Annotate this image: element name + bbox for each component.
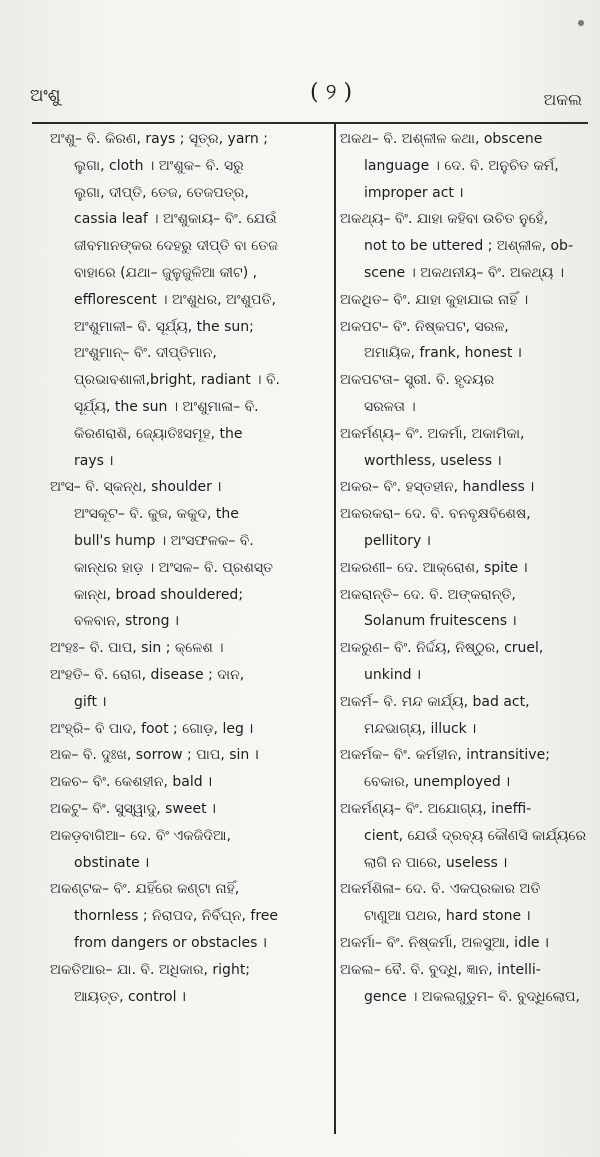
entry-line: ଲୁଗା, ଦୀପ୍ତି, ତେଜ, ତେଜପତ୍ର, — [74, 184, 249, 201]
entry-line: ଅଂଶୁମାନ୍– ବିଂ. ଦୀପ୍ତିମାନ, — [74, 345, 217, 362]
entry-line: unkind । — [364, 666, 422, 683]
page-header — [30, 80, 590, 116]
entry-line: ଅକରୁଣ– ବିଂ. ନିର୍ଦ୍ଦୟ, ନିଷ୍ଠୁର, cruel, — [340, 640, 544, 657]
entry-line: ଅକପଟତା– ସ୍ତ୍ରୀ. ବି. ହୃଦୟର — [340, 372, 495, 389]
entry-line: obstinate । — [74, 854, 150, 871]
entry-line: ଅଂହତି– ବି. ରୋଗ, disease ; ଦାନ, — [50, 666, 245, 683]
entry-line: pellitory । — [364, 532, 432, 549]
entry-line: cassia leaf । ଅଂଶୁକାୟ– ବିଂ. ଯେଉଁ — [74, 211, 277, 228]
entry-line: ଅକଥ୍ୟ– ବିଂ. ଯାହା କହିବା ଉଚିତ ନୁହେଁ, — [340, 211, 549, 228]
entry-line: ଅକରାନ୍ତି– ଦେ. ବି. ଅଙ୍କରାନ୍ତି, — [340, 586, 516, 603]
header-rule — [32, 122, 588, 124]
entry-line: ଟାଣୁଆ ପଥର, hard stone । — [364, 908, 531, 925]
entry-line: not to be uttered ; ଅଶ୍ଳୀଳ, ob- — [364, 238, 573, 255]
entry-line: scene । ଅକଥନୀୟ– ବିଂ. ଅକଥ୍ୟ । — [364, 264, 565, 281]
entry-line: ଅକର୍ମଶିଳା– ଦେ. ବି. ଏକପ୍ରକାର ଅତି — [340, 881, 541, 898]
entry-line: ଅକଥିତ– ବିଂ. ଯାହା କୁହାଯାଇ ନାହିଁ । — [340, 291, 529, 308]
entry-line: ଅକଣ୍ଟକ– ବିଂ. ଯହିଁରେ କଣ୍ଟା ନାହିଁ, — [50, 881, 240, 898]
entry-line: ବେକାର, unemployed । — [364, 774, 511, 791]
entry-line: ଅଂଶୁ– ବି. କିରଣ, rays ; ସୂତ୍ର, yarn ; — [50, 131, 268, 147]
entry-line: ବଳବାନ, strong । — [74, 613, 180, 630]
entry-line: rays । — [74, 452, 114, 469]
entry-line: ଅକର୍ମା– ବିଂ. ନିଷ୍କର୍ମା, ଅଳସୁଆ, idle । — [340, 934, 550, 951]
entry-line: worthless, useless । — [364, 452, 502, 469]
entry-line: ଅକର୍ମକ– ବିଂ. କର୍ମହୀନ, intransitive; — [340, 747, 550, 764]
entry-line: improper act । — [364, 184, 464, 201]
column-divider — [334, 124, 336, 1134]
entry-line: ଅଂସକୂଟ– ବି. କୁଜ, କକୁଦ, the — [74, 506, 239, 523]
entry-line: ସୂର୍ଯ୍ୟ, the sun । ଅଂଶୁମାଳା– ବି. — [74, 398, 259, 415]
entry-line: ଅକର– ବିଂ. ହସ୍ତହୀନ, handless । — [340, 479, 535, 496]
entry-line: ଅକର୍ମଣ୍ୟ– ବିଂ. ଅଯୋଗ୍ୟ, ineffi- — [340, 800, 532, 817]
entry-line: ସରଳତା । — [364, 398, 416, 415]
entry-line: ବାହାରେ (ଯଥା– ଜୁଳୁଜୁଳିଆ କୀଟ) , — [74, 264, 258, 281]
entry-line: from dangers or obstacles । — [74, 934, 268, 951]
entry-line: ଅଂହ୍ରି– ବି ପାଦ, foot ; ଗୋଡ଼, leg । — [50, 720, 254, 737]
header-left-guideword: ଅଂଶୁ — [30, 86, 61, 106]
entry-line: ଅକର୍ମଣ୍ୟ– ବିଂ. ଅକର୍ମା, ଅକାମିକା, — [340, 425, 525, 442]
entry-line: efflorescent । ଅଂଶୁଧର, ଅଂଶୁପତି, — [74, 291, 276, 308]
entry-line: ଲାଗି ନ ପାରେ, useless । — [364, 854, 508, 871]
right-column — [340, 126, 590, 1010]
entry-line: language । ଦେ. ବି. ଅନୁଚିତ କର୍ମ, — [364, 157, 559, 174]
entry-line: ଅଂଶୁମାଳୀ– ବି. ସୂର୍ଯ୍ୟ, the sun; — [74, 318, 254, 335]
entry-line: କାନ୍ଧର ହାଡ଼ । ଅଂସଳ– ବି. ପ୍ରଶସ୍ତ — [74, 559, 274, 576]
entry-line: bull's hump । ଅଂସଫଳକ– ବି. — [74, 532, 254, 549]
entry-line: ଅମାୟିକ, frank, honest । — [364, 345, 523, 362]
entry-line: ଲୁଗା, cloth । ଅଂଶୁକ– ବି. ସରୁ — [74, 157, 244, 174]
entry-line: କିରଣରାଶି, ଜ୍ୟୋତିଃସମୂହ, the — [74, 425, 243, 442]
left-column — [50, 126, 330, 1010]
entry-line: ଅକଚ– ବିଂ. କେଶହୀନ, bald । — [50, 774, 213, 791]
entry-line: gift । — [74, 693, 107, 710]
entry-line: cient, ଯେଉଁ ଦ୍ରବ୍ୟ କୌଣସି କାର୍ଯ୍ୟରେ — [364, 827, 587, 844]
entry-line: ଅକଥ– ବି. ଅଶ୍ଳୀଳ କଥା, obscene — [340, 131, 543, 147]
entry-line: ଜୀବମାନଙ୍କର ଦେହରୁ ଦୀପ୍ତି ବା ତେଜ — [74, 238, 278, 255]
entry-line: ଅକଡ଼ବାଗିଆ– ଦେ. ବିଂ ଏକଜିଦିଆ, — [50, 827, 231, 844]
entry-line: thornless ; ନିରାପଦ, ନିର୍ବିଘ୍ନ, free — [74, 908, 278, 925]
header-right-guideword: ଅକଲ — [543, 90, 582, 109]
entry-line: ଅଂସ– ବି. ସ୍କନ୍ଧ, shoulder । — [50, 479, 222, 496]
entry-line: ଅକର୍ମ– ବି. ମନ୍ଦ କାର୍ଯ୍ୟ, bad act, — [340, 693, 530, 710]
ink-speck — [578, 20, 584, 26]
entry-line: gence । ଅକଲଗୁଡୁମ– ବି. ବୁଦ୍ଧିଲୋପ, — [364, 988, 580, 1005]
entry-line: ଅକଟୁ– ବିଂ. ସୁସ୍ୱାଦୁ, sweet । — [50, 800, 217, 817]
entry-line: ପ୍ରଭାବଶାଳୀ,bright, radiant । ବି. — [74, 372, 280, 389]
entry-line: ଅକରକରା– ଦେ. ବି. ବନବୃକ୍ଷବିଶେଷ, — [340, 506, 531, 523]
entry-line: ଅଂହଃ– ବି. ପାପ, sin ; କ୍ଳେଶ । — [50, 640, 224, 657]
entry-line: ଅକ– ବି. ଦୁଃଖ, sorrow ; ପାପ, sin । — [50, 747, 260, 764]
entry-line: ଅକତିଆର– ଯା. ବି. ଅଧିକାର, right; — [50, 961, 251, 978]
entry-line: ଅକଲ– ବୈ. ବି. ବୁଦ୍ଧି, ଜ୍ଞାନ, intelli- — [340, 961, 541, 978]
page-number: ( ୨ ) — [310, 80, 353, 105]
entry-line: Solanum fruitescens । — [364, 613, 517, 630]
entry-line: କାନ୍ଧ, broad shouldered; — [74, 586, 244, 603]
entry-line: ଆୟତ୍ତ, control । — [74, 988, 187, 1005]
entry-line: ଅକପଟ– ବିଂ. ନିଷ୍କପଟ, ସରଳ, — [340, 318, 509, 335]
entry-line: ଅକରଣୀ– ଦେ. ଆକ୍ରୋଶ, spite । — [340, 559, 528, 576]
entry-line: ମନ୍ଦଭାଗ୍ୟ, illuck । — [364, 720, 477, 737]
